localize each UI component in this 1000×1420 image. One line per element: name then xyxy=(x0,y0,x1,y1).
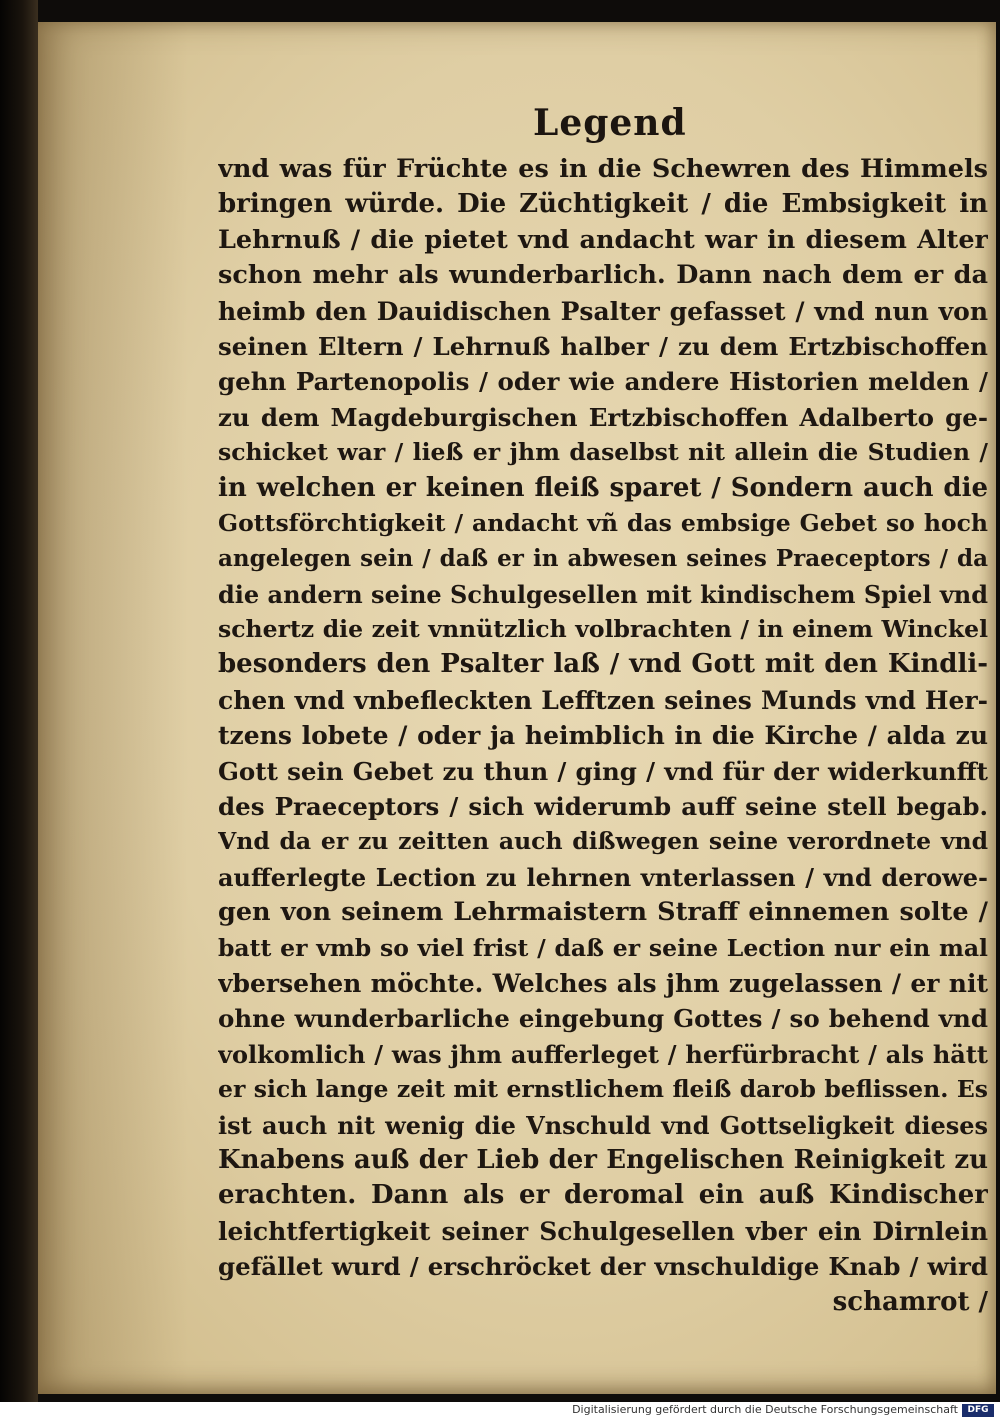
text-line: Gott sein Gebet zu thun / ging / vnd für der widerkunfft xyxy=(218,756,988,786)
text-line: schertz die zeit vnnützlich volbrachten / in einem Winckel xyxy=(218,615,988,644)
text-line: Gottsförchtigkeit / andacht vñ das embsige Gebet so hoch xyxy=(218,508,988,537)
text-line: seinen Eltern / Lehrnuß halber / zu dem Ertzbischoffen xyxy=(218,331,988,361)
text-line: schon mehr als wunderbarlich. Dann nach dem er da xyxy=(218,260,988,291)
text-line: vbersehen möchte. Welches als jhm zugelassen / er nit xyxy=(218,968,988,998)
text-line: bringen würde. Die Züchtigkeit / die Embsigkeit in xyxy=(218,189,988,220)
text-line: leichtfertigkeit seiner Schulgesellen vber ein Dirnlein xyxy=(218,1216,988,1246)
text-line: des Praeceptors / sich widerumb auff seine stell begab. xyxy=(218,792,988,822)
footer-credit: Digitalisierung gefördert durch die Deutsche Forschungsgemeinschaft xyxy=(572,1403,958,1416)
dfg-logo-icon: DFG xyxy=(962,1404,994,1417)
text-line: heimb den Dauidischen Psalter gefasset / vnd nun von xyxy=(218,296,988,326)
book-spine-edge xyxy=(0,0,38,1402)
text-line: aufferlegte Lection zu lehrnen vnterlassen / vnd derowe- xyxy=(218,862,988,892)
gutter-shadow xyxy=(38,22,188,1394)
text-line: chen vnd vnbefleckten Lefftzen seines Munds vnd Her- xyxy=(218,685,988,715)
text-line: gefället wurd / erschröcket der vnschuldige Knab / wird xyxy=(218,1252,988,1282)
text-line: die andern seine Schulgesellen mit kindischem Spiel vnd xyxy=(218,579,988,609)
text-line: erachten. Dann als er deromal ein auß Kindischer xyxy=(218,1180,988,1211)
text-line: gehn Partenopolis / oder wie andere Historien melden / xyxy=(218,367,988,397)
text-line: ohne wunderbarliche eingebung Gottes / so behend vnd xyxy=(218,1004,988,1034)
catchword: schamrot / xyxy=(832,1286,988,1317)
text-line: er sich lange zeit mit ernstlichem fleiß darob beflissen. Es xyxy=(218,1075,988,1104)
text-line: zu dem Magdeburgischen Ertzbischoffen Adalberto ge- xyxy=(218,402,988,432)
footer-bar xyxy=(0,1402,1000,1420)
book-page xyxy=(38,22,996,1394)
text-line: besonders den Psalter laß / vnd Gott mit den Kindli- xyxy=(218,649,988,680)
text-line: gen von seinem Lehrmaistern Straff einnemen solte / xyxy=(218,897,988,928)
text-line: Vnd da er zu zeitten auch dißwegen seine verordnete vnd xyxy=(218,827,988,856)
text-line: ist auch nit wenig die Vnschuld vnd Gottseligkeit dieses xyxy=(218,1110,988,1140)
text-line: tzens lobete / oder ja heimblich in die Kirche / alda zu xyxy=(218,721,988,751)
text-line: vnd was für Früchte es in die Schewren des Himmels xyxy=(218,154,988,184)
text-line: volkomlich / was jhm aufferleget / herfürbracht / als hätt xyxy=(218,1039,988,1069)
text-line: batt er vmb so viel frist / daß er seine Lection nur ein mal xyxy=(218,933,988,962)
running-head: Legend xyxy=(533,102,687,144)
text-line: Lehrnuß / die pietet vnd andacht war in diesem Alter xyxy=(218,224,988,255)
text-line: in welchen er keinen fleiß sparet / Sondern auch die xyxy=(218,472,988,503)
text-line: angelegen sein / daß er in abwesen seines Praeceptors / da xyxy=(218,545,988,573)
text-line: Knabens auß der Lieb der Engelischen Reinigkeit zu xyxy=(218,1144,988,1175)
body-text xyxy=(218,152,988,1320)
text-line: schicket war / ließ er jhm daselbst nit allein die Studien / xyxy=(218,438,988,467)
